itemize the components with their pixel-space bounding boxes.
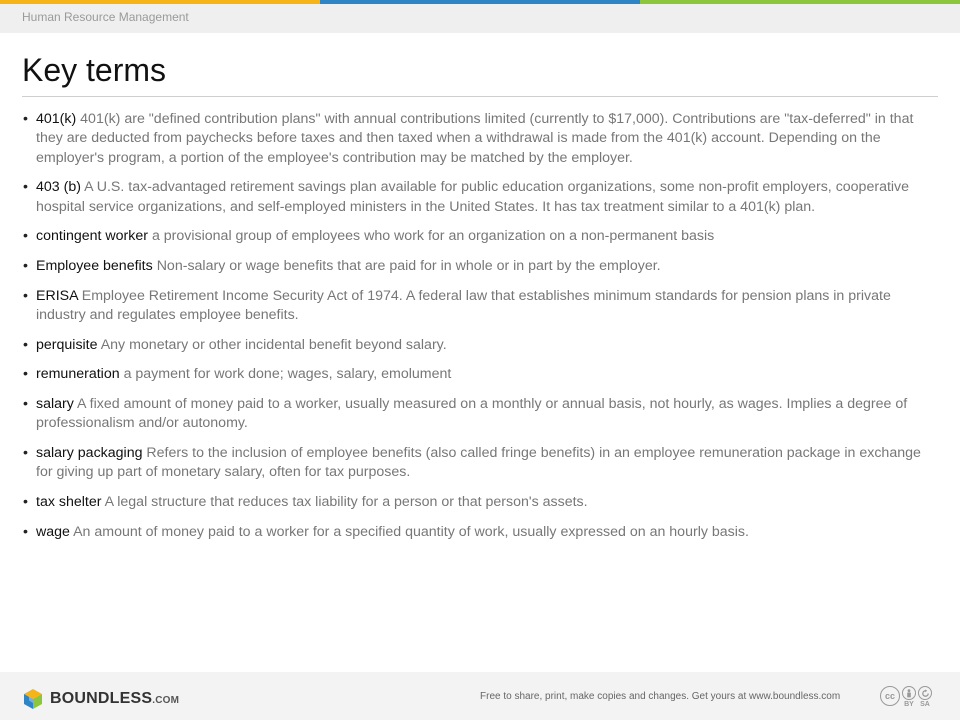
by-label: BY (904, 701, 914, 708)
title-divider (22, 96, 938, 97)
term-definition: a provisional group of employees who work for an organization on a non-permanent basis (151, 228, 715, 245)
sa-label: SA (920, 701, 930, 708)
bullet-icon: • (23, 396, 28, 412)
term-word: Employee benefits (36, 257, 153, 274)
key-terms-list (22, 110, 940, 552)
bullet-icon: • (23, 523, 28, 540)
bullet-icon: • (23, 179, 28, 196)
boundless-cube-icon (22, 688, 44, 710)
term-definition: A legal structure that reduces tax liability for a person or that person's assets. (104, 493, 588, 510)
term-word: salary packaging (36, 444, 143, 461)
share-alike-icon (918, 686, 932, 700)
term-item (22, 523, 940, 542)
term-item (22, 287, 940, 326)
term-definition: a payment for work done; wages, salary, emolument (123, 366, 452, 383)
term-word: 403 (b) (36, 179, 81, 196)
term-definition: Any monetary or other incidental benefit beyond salary. (100, 336, 447, 353)
term-definition: 401(k) are "defined contribution plans" with annual contributions limited (currently to $17,000). Contributions are "tax-deferred" in that they are deducted from paychecks before taxes and then taxed when a withdrawal is made from the 401(k) account. Depending on the employer's program, a portion of the employee's contribution may be matched by the employer. (36, 111, 914, 166)
bullet-icon: • (23, 493, 28, 510)
bullet-icon: • (23, 366, 28, 383)
term-word: wage (36, 523, 70, 540)
term-item (22, 257, 940, 276)
footer-license-note: Free to share, print, make copies and changes. Get yours at www.boundless.com (480, 691, 841, 702)
term-item (22, 444, 940, 483)
bullet-icon: • (23, 257, 28, 274)
by-attribution (902, 686, 916, 708)
logo-wordmark: BOUNDLESS.COM (50, 690, 180, 707)
term-definition: Refers to the inclusion of employee benefits (also called fringe benefits) in an employee remuneration package in exchange for giving up part of monetary salary, often for tax purposes. (36, 444, 921, 481)
footer (0, 672, 960, 720)
share-alike (918, 686, 932, 708)
term-word: remuneration (36, 366, 120, 383)
term-item (22, 395, 940, 434)
course-label: Human Resource Management (22, 10, 189, 24)
attribution-person-icon (902, 686, 916, 700)
top-bar (0, 4, 960, 33)
term-definition: An amount of money paid to a worker for a specified quantity of work, usually expressed on an hourly basis. (73, 523, 749, 540)
bullet-icon: • (23, 444, 28, 461)
term-word: 401(k) (36, 111, 77, 127)
term-item (22, 365, 940, 384)
term-word: contingent worker (36, 228, 148, 245)
term-word: tax shelter (36, 493, 102, 510)
term-definition: Non-salary or wage benefits that are paid for in whole or in part by the employer. (156, 257, 661, 274)
logo-suffix: .COM (152, 695, 180, 706)
term-item (22, 336, 940, 355)
term-word: salary (36, 396, 74, 412)
boundless-logo[interactable] (22, 688, 179, 710)
page-title: Key terms (22, 52, 167, 88)
cc-by-sa-badge[interactable] (880, 686, 932, 708)
term-word: ERISA (36, 287, 78, 304)
bullet-icon: • (23, 287, 28, 304)
term-word: perquisite (36, 336, 98, 353)
term-definition: A U.S. tax-advantaged retirement savings plan available for public education organizations, some non-profit employers, cooperative hospital service organizations, and self-employed ministers in the United States. It has tax treatment similar to a 401(k) plan. (36, 179, 910, 215)
term-definition: Employee Retirement Income Security Act of 1974. A federal law that establishes minimum standards for pension plans in private industry and regulates employee benefits. (36, 287, 891, 323)
term-item (22, 110, 940, 168)
creative-commons-icon: cc (880, 686, 900, 706)
bullet-icon: • (23, 111, 28, 127)
term-item (22, 178, 940, 217)
term-item (22, 227, 940, 246)
term-definition: A fixed amount of money paid to a worker, usually measured on a monthly or annual basis, not hourly, as wages. Implies a degree of professionalism and/or autonomy. (36, 396, 908, 432)
bullet-icon: • (23, 228, 28, 245)
bullet-icon: • (23, 336, 28, 353)
term-item (22, 493, 940, 512)
